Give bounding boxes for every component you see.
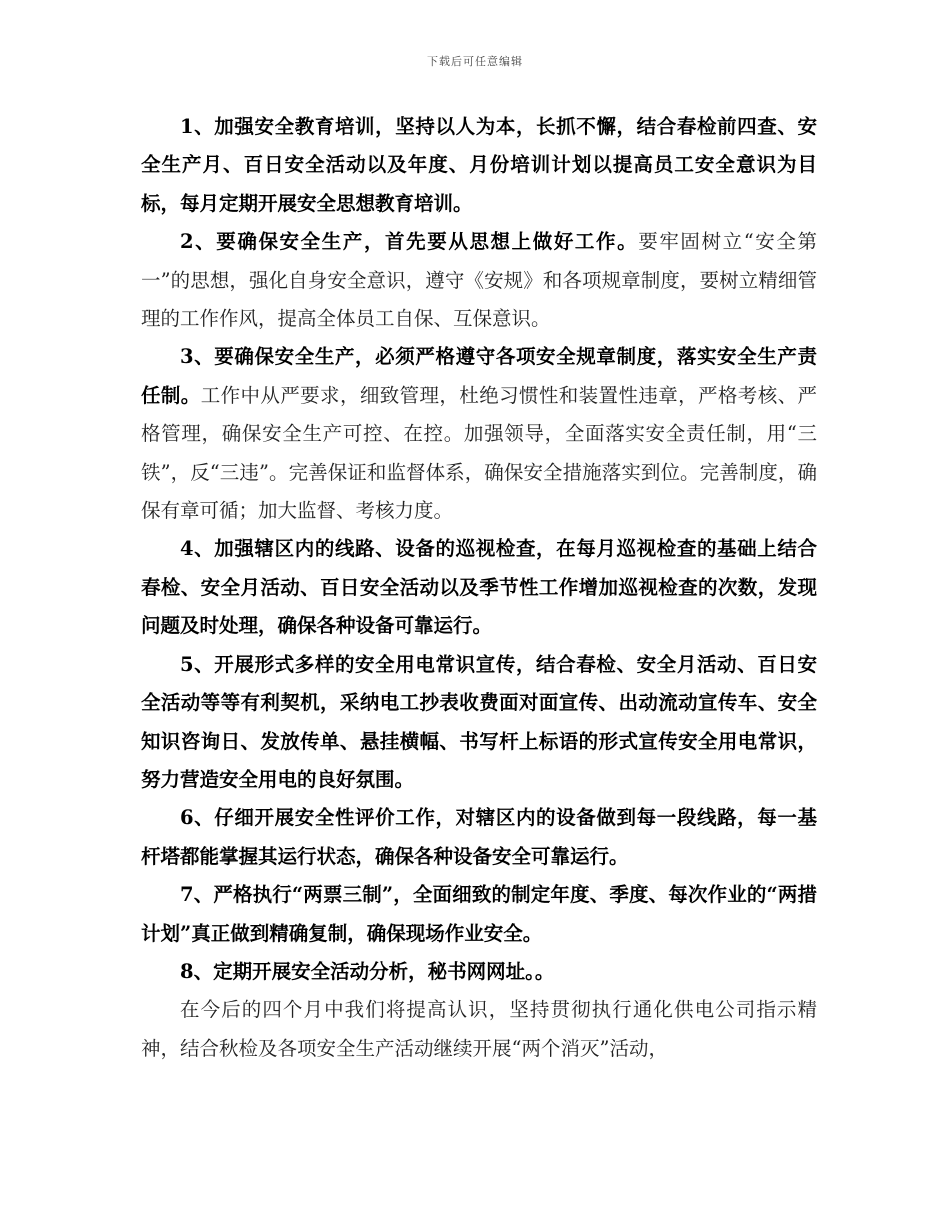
paragraph-3-normal: 工作中从严要求，细致管理，杜绝习惯性和装置性违章，严格考核、严格管理，确保安全生产可控、在控。加强领导，全面落实安全责任制，用“三铁”，反“三违”。完善保证和监督体系，确保安全措施落实到位。完善制度，确保有章可循；加大监督、考核力度。 — [141, 383, 817, 523]
paragraph-8 — [141, 953, 817, 991]
paragraph-9-normal: 在今后的四个月中我们将提高认识，坚持贯彻执行通化供电公司指示精神，结合秋检及各项安全生产活动继续开展“两个消灭”活动， — [141, 998, 817, 1060]
paragraph-1 — [141, 108, 817, 223]
paragraph-5-bold: 5、开展形式多样的安全用电常识宣传，结合春检、安全月活动、百日安全活动等等有利契机，采纳电工抄表收费面对面宣传、出动流动宣传车、安全知识咨询日、发放传单、悬挂横幅、书写杆上标语的形式宣传安全用电常识，努力营造安全用电的良好氛围。 — [141, 652, 817, 791]
paragraph-4-bold: 4、加强辖区内的线路、设备的巡视检查，在每月巡视检查的基础上结合春检、安全月活动、百日安全活动以及季节性工作增加巡视检查的次数，发现问题及时处理，确保各种设备可靠运行。 — [141, 537, 817, 638]
paragraph-7-bold: 7、严格执行“两票三制”，全面细致的制定年度、季度、每次作业的“两措计划”真正做到精确复制，确保现场作业安全。 — [141, 883, 817, 945]
paragraph-8-bold: 8、定期开展安全活动分析，秘书网网址。。 — [180, 959, 555, 983]
page-header: 下载后可任意编辑 — [427, 55, 523, 68]
paragraph-3-bold: 3、要确保安全生产，必须严格遵守各项安全规章制度，落实安全生产责任制。 — [141, 345, 817, 407]
paragraph-6 — [141, 799, 817, 876]
paragraph-3 — [141, 338, 817, 530]
paragraph-7 — [141, 876, 817, 953]
paragraph-5 — [141, 646, 817, 800]
document-body — [141, 108, 817, 1068]
paragraph-2-bold: 2、要确保安全生产，首先要从思想上做好工作。 — [180, 230, 639, 254]
paragraph-6-bold: 6、仔细开展安全性评价工作，对辖区内的设备做到每一段线路，每一基杆塔都能掌握其运行状态，确保各种设备安全可靠运行。 — [141, 806, 817, 868]
paragraph-9 — [141, 991, 817, 1068]
paragraph-4 — [141, 530, 817, 645]
paragraph-2-normal: 要牢固树立“安全第一”的思想，强化自身安全意识，遵守《安规》和各项规章制度，要树立精细管理的工作作风，提高全体员工自保、互保意识。 — [141, 230, 817, 331]
paragraph-2 — [141, 223, 817, 338]
paragraph-1-bold: 1、加强安全教育培训，坚持以人为本，长抓不懈，结合春检前四查、安全生产月、百日安全活动以及年度、月份培训计划以提高员工安全意识为目标，每月定期开展安全思想教育培训。 — [141, 115, 817, 215]
